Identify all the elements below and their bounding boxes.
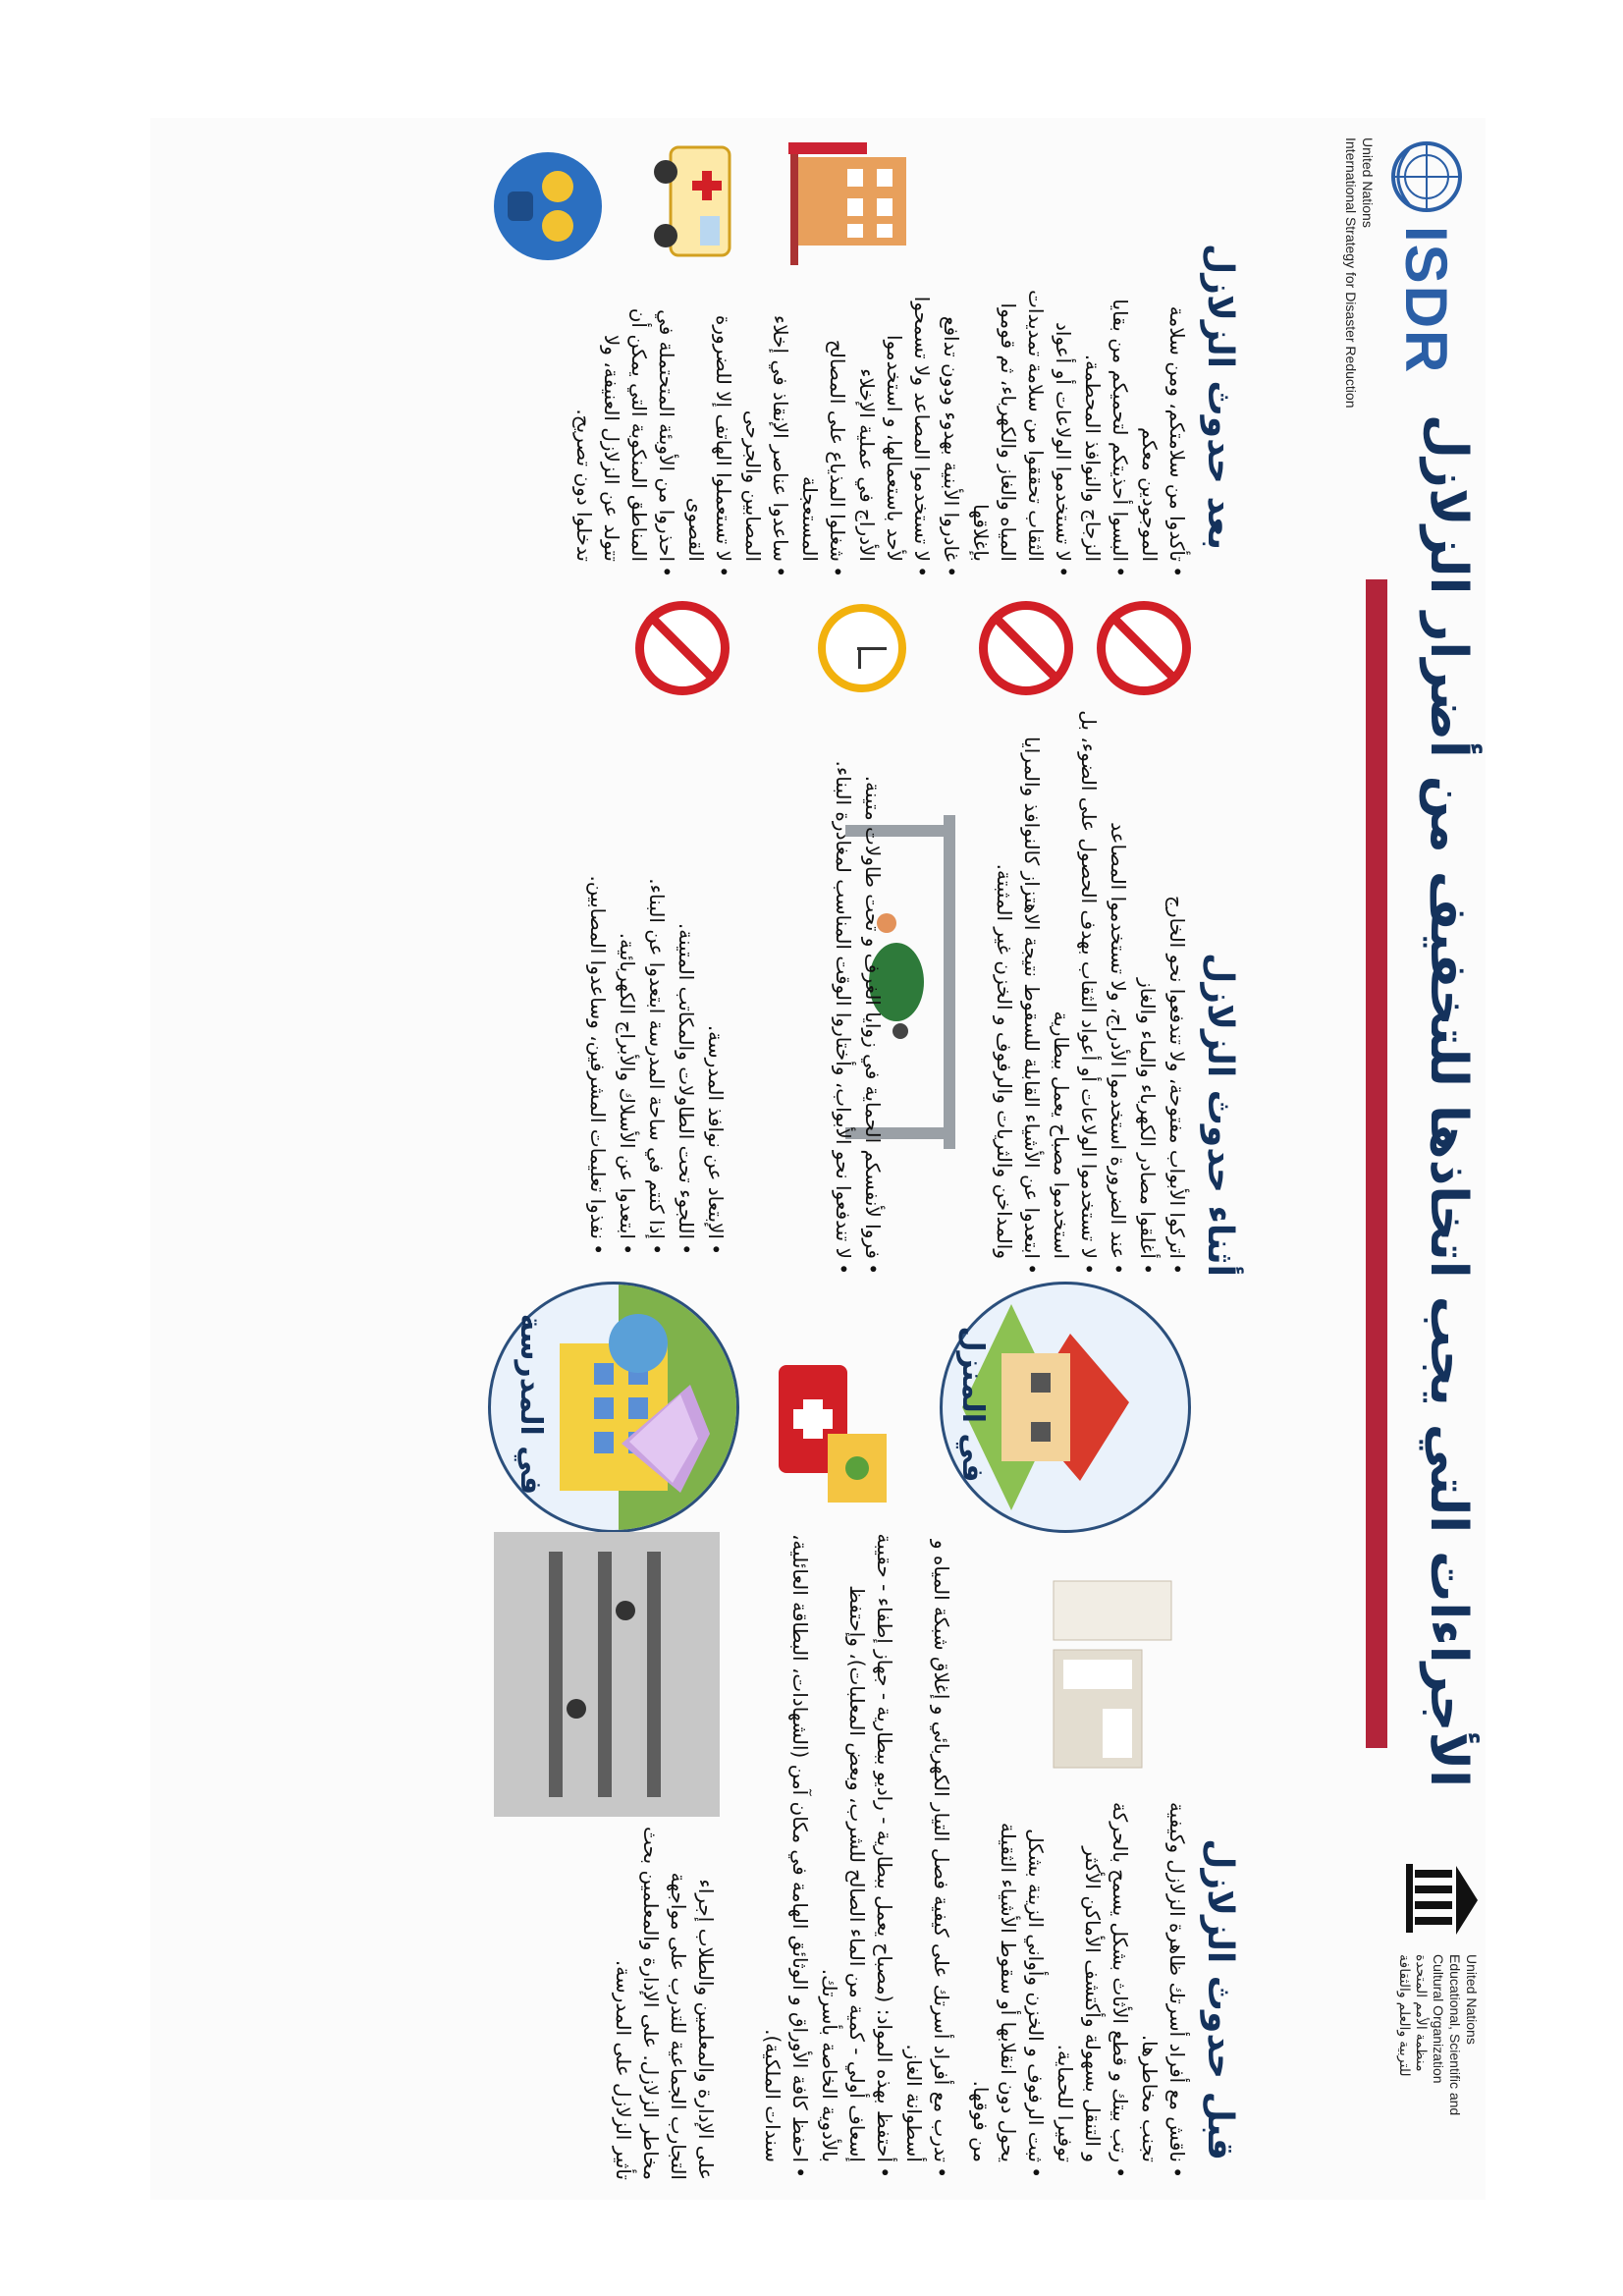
unesco-line: Educational, Scientific and <box>1447 1954 1463 2116</box>
during-school-list-wrap <box>582 707 730 1257</box>
list-item: • ابتعدوا عن الأشياء القابلة للسقوط نتيجة الاهتزاز كالنوافذ والمرايا والمداخن والثريات والرفوف و الخزن غير المثبتة. <box>991 707 1046 1259</box>
after-list <box>570 285 1191 579</box>
list-item: • ناقش مع أفراد أسرتك ظاهرة الزلازل وكيفية تجنب مخاطرها. <box>1136 1797 1191 2162</box>
during-list-wrap-2 <box>828 707 887 1277</box>
ambulance-icon <box>641 137 759 275</box>
isdr-wordmark: ISDR <box>1393 226 1459 375</box>
before-list-wrap-2 <box>757 1532 955 2180</box>
unesco-logo-block <box>1319 1856 1486 2180</box>
prohibition-icon <box>1097 601 1191 695</box>
gas-mask-icon <box>484 137 612 275</box>
list-item: • البسوا أحذيتكم لتحميكم من بقايا الزجاج والنوافذ المحطمة. <box>1079 285 1134 562</box>
list-item: • تدرب مع أفراد أسرتك على كيفية فصل التيار الكهربائي و إغلاق شبكة المياه و أسطوانة الغاز. <box>900 1532 955 2162</box>
prohibition-icon <box>979 601 1073 695</box>
list-item: • اللجوء تحت الطاولات والمكاتب المتينة. <box>673 707 700 1239</box>
isdr-caption <box>1342 137 1376 550</box>
classroom-photo-image <box>494 1532 720 1817</box>
during-list-2 <box>830 707 887 1277</box>
classroom-photo <box>494 1532 720 1817</box>
building-illustration <box>779 137 936 275</box>
list-item: • احذروا من الأوبئة المتحتملة في المناطق المنكوبة التي يمكن أن تتولد عن الزلازل العنيفة، ولا تدخلوا دون تصريح. <box>570 285 680 562</box>
before-list-2 <box>759 1532 955 2180</box>
list-item: • لا تستخدموا الولاعات أو أعواد الثقاب بهدف الحصول على الضوء، بل استخدموا مصباح يعمل ببطارية <box>1048 707 1103 1259</box>
unesco-line: Cultural Organization <box>1431 1954 1446 2084</box>
after-list-wrap <box>568 285 1191 579</box>
list-item: • شغلوا المذياع على المصالح المستعجلة <box>796 285 851 562</box>
list-item: • أحتفظ بهذه المواد: (مصباح يعمل ببطارية - راديو ببطارية - جهاز إطفاء - حقيبة إسعاف أولي - كمية من الماء الصالح للشرب، وبعض المعلبات)، وإحتفظ بالأدوية الخاصة بأسرتك. <box>816 1532 898 2162</box>
school-label: في المدرسة <box>514 1313 548 1496</box>
list-item: • تأكدوا من سلامتكم، ومن سلامة الموجودين معكم <box>1136 285 1191 562</box>
list-item: • احفظ كافة الأوراق و الوثائق الهامة في مكان آمن (الشهادات، البطاقة العائلية، سندات الملكية). <box>759 1532 814 2162</box>
unesco-temple-icon <box>1397 1856 1486 1944</box>
isdr-caption-line: International Strategy for Disaster Reduction <box>1343 137 1359 409</box>
isdr-caption-line: United Nations <box>1360 137 1376 228</box>
list-item: • لا تستخدموا الولاعات أو أعواد الثقاب تحققوا من سلامة تمديدات المياه والغاز والكهرباء، ثم قوموا بإغلاقها <box>967 285 1077 562</box>
poster <box>150 118 1486 2200</box>
list-item: • ثبت الرفوف و الخزن وأواني الزينة بشكل يحول دون انقلابها أو سقوط الأشياء الثقيلة من فوقها. <box>967 1797 1050 2162</box>
during-list-wrap <box>989 707 1191 1277</box>
after-heading: بعد حدوث الزلازل <box>1200 243 1240 550</box>
clock-icon <box>818 604 906 692</box>
before-list <box>967 1797 1191 2180</box>
list-item: • اتركوا الأبواب مفتوحة، ولا تندفعوا نحو الخارج <box>1163 707 1191 1259</box>
unesco-line: United Nations <box>1464 1954 1480 2045</box>
unesco-line: للتربية والعلم والثقافة <box>1397 1954 1413 2077</box>
during-school-list <box>584 707 730 1257</box>
list-item: • لا تندفعوا نحو الأبواب، وأختاروا الوقت المناسب لمغادرة البناء. <box>830 707 857 1259</box>
list-item: • نفذوا تعليمات المشرفين، وساعدوا المصابين. <box>584 707 612 1239</box>
page-title: الأجراءات التي يجب اتخاذها للتخفيف من أضرار الزلازل <box>1419 413 1478 1787</box>
list-item: • فروا لأنفسكم الحماية في زوايا الغرف و تحت طاولات متينة. <box>859 707 887 1259</box>
unesco-caption <box>1396 1954 1480 2170</box>
before-heading: قبل حدوث الزلازل <box>1200 1838 1240 2160</box>
list-item: • رتب بيتك و قطع الأثاث بشكل يسمح بالحركة و التنقل بسهولة وأكتشف الأماكن الأكثر توفيرا للحماية. <box>1052 1797 1134 2162</box>
during-list <box>991 707 1191 1277</box>
folder-icon <box>612 1375 720 1503</box>
un-emblem-icon <box>1387 137 1466 216</box>
during-heading: أثناء حدوث الزلازل <box>1200 953 1240 1277</box>
furniture-illustration <box>1044 1571 1191 1787</box>
list-item: • غادروا الأبنية بهدوء ودون تدافع <box>938 285 965 562</box>
list-item: • إذا كنتم في ساحة المدرسة ابتعدوا عن البناء. <box>643 707 671 1239</box>
list-item: • لا تستخدموا المصاعد ولا تسمحوا لأحد باستعمالها، و استخدموا الأدراج في عملية الإخلاء <box>853 285 936 562</box>
first-aid-kit-icon <box>749 1345 896 1522</box>
list-item: • أغلقوا مصادر الكهرباء والماء والغاز <box>1134 707 1162 1259</box>
prohibition-icon <box>635 601 730 695</box>
list-item: • عند الضرورة استخدموا الأدراج، ولا تستخدموا المصاعد <box>1105 707 1132 1259</box>
title-banner-bar <box>1366 579 1387 1748</box>
list-item: • ساعدوا عناصر الإنقاذ في إخلاء المصابين والجرحى <box>739 285 794 562</box>
unesco-line: منظمة الأمم المتحدة <box>1414 1954 1430 2072</box>
list-item: • ابتعدوا عن الأسلاك والأبراج الكهربائية. <box>614 707 641 1239</box>
home-label: في المنزل <box>955 1326 990 1483</box>
list-item: • لا تستعملوا الهاتف إلا للضرورة القصوى <box>682 285 737 562</box>
before-list-wrap <box>965 1797 1191 2180</box>
before-school-text: على الإدارة والمعلمين والطلاب إجراء التجارب الجماعية للتدرب على مواجهة مخاطر الزلازل. على الإدارة والمعلمين بحث تأثير الزلازل على المدرسة. <box>612 1827 718 2180</box>
list-item: • الإبتعاد عن نوافذ المدرسة. <box>702 707 730 1239</box>
before-school-text-wrap <box>610 1827 720 2180</box>
